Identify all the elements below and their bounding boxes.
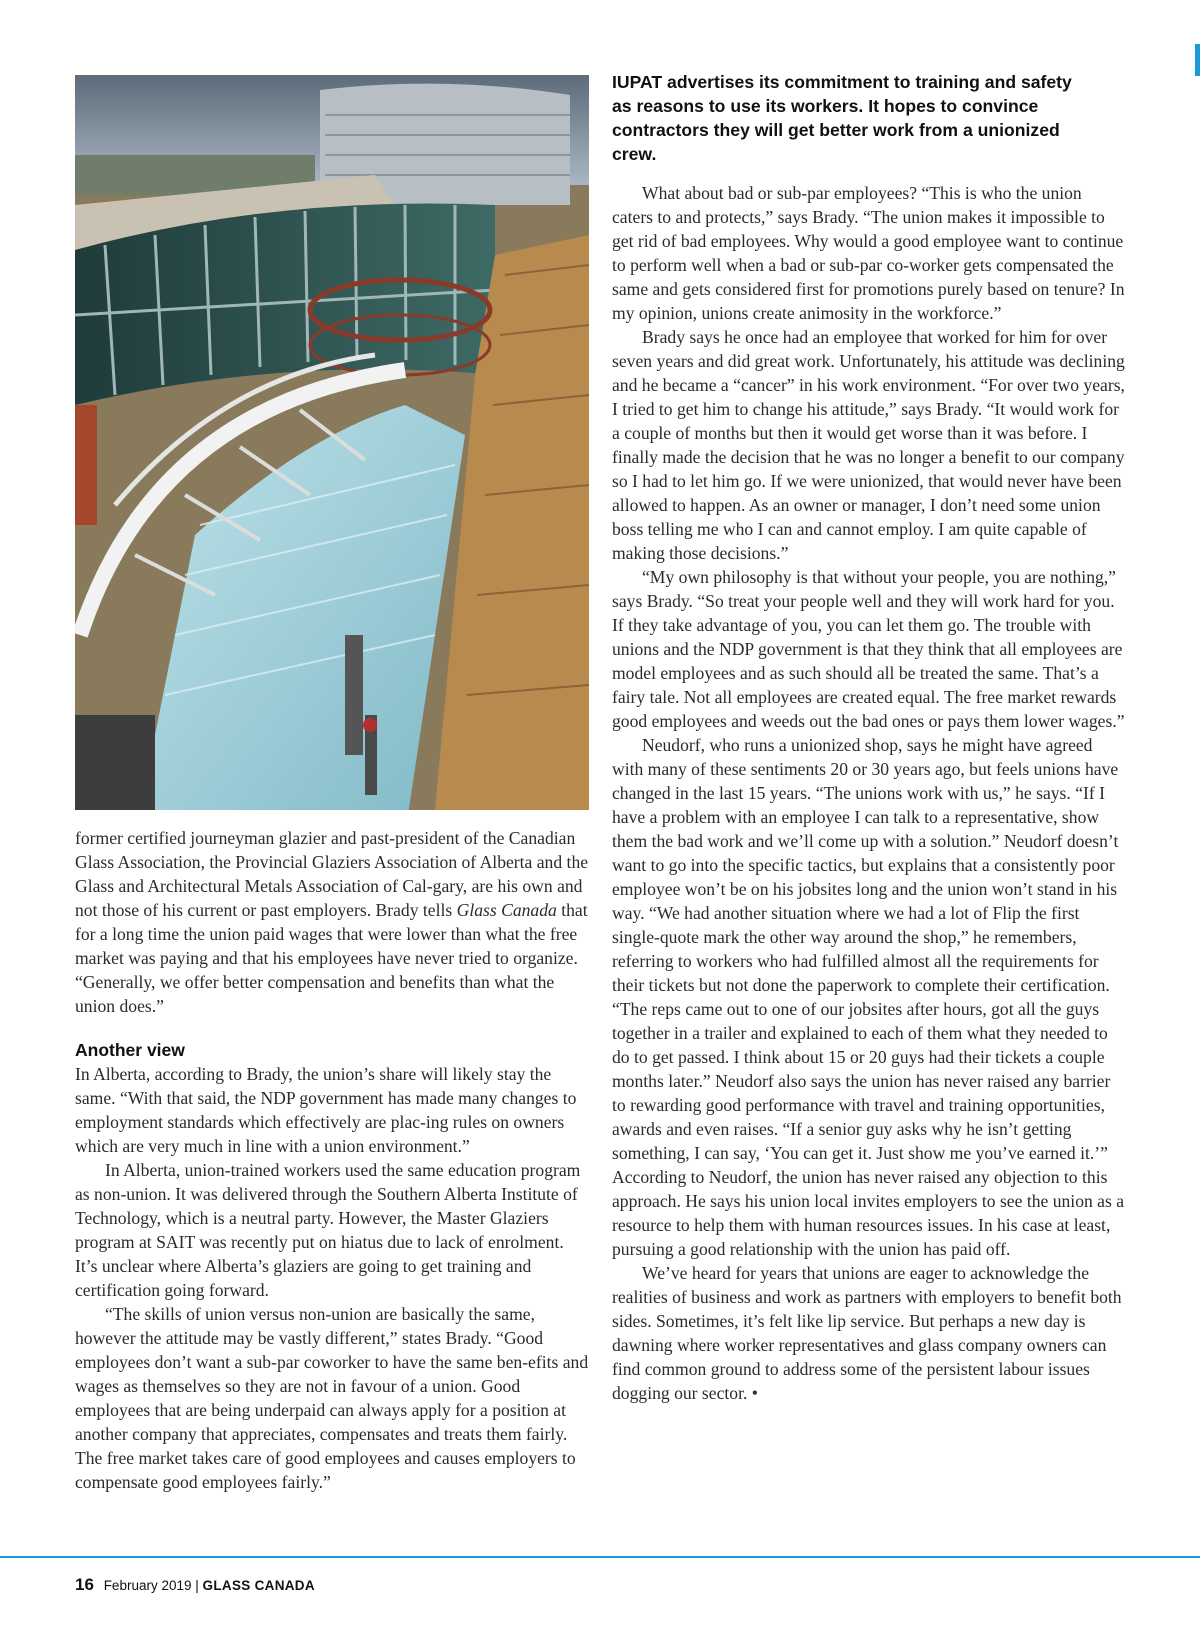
right-paragraph-1: What about bad or sub-par employees? “This is who the union caters to and protects,” says Brady. “The union makes it impossible to get rid of bad employees. Why would a good employee want to continue to perform well when a bad or sub-par co-worker gets compensated the same and gets considered first for promotions purely based on tenure? In my opinion, unions create animosity in the workforce.” — [612, 183, 1125, 323]
edge-tab-marker — [1195, 44, 1200, 76]
page-number: 16 — [75, 1575, 94, 1594]
article-photo — [75, 75, 589, 810]
publication-name: Glass Canada — [456, 900, 557, 920]
issue-date: February 2019 — [103, 1578, 192, 1593]
left-paragraph-1 — [75, 826, 589, 1018]
magazine-name: GLASS CANADA — [202, 1578, 315, 1593]
left-paragraph-1-text-b: that for a long time the union paid wages that were lower than what the free market was paying and that his employees have never tried to organize. “Generally, we offer better compensation and benefits than what the union does.” — [75, 900, 588, 1016]
section-subhead: Another view — [75, 1040, 185, 1060]
left-paragraph-2: In Alberta, according to Brady, the union’s share will likely stay the same. “With that said, the NDP government has made many changes to employment standards which effectively are plac-ing rules on owners which are very much in line with a union environment.” — [75, 1064, 577, 1156]
left-paragraph-4: “The skills of union versus non-union are basically the same, however the attitude may be vastly different,” states Brady. “Good employees don’t want a sub-par coworker to have the same ben-efits and wages as themselves so they are not in favour of a union. Good employees that are being underpaid can always apply for a position at another company that appreciates, compensates and treats them fairly. The free market takes care of good employees and causes employers to compensate good employees fairly.” — [75, 1304, 589, 1492]
right-paragraph-2: Brady says he once had an employee that worked for him for over seven years and did great work. Unfortunately, his attitude was declining and he became a “cancer” in his work environment. “For over two years, I tried to get him to change his attitude,” says Brady. “It would work for a couple of months but then it would get worse than it was before. I finally made the decision that he was no longer a benefit to our company so I had to let him go. If we were unionized, that would never have been allowed to happen. As an owner or manager, I don’t need some union boss telling me who I can and cannot employ. I am quite capable of making those decisions.” — [612, 327, 1125, 563]
right-paragraph-3: “My own philosophy is that without your people, you are nothing,” says Brady. “So treat your people well and they will work hard for you. If they take advantage of you, you can let them go. The trouble with unions and the NDP government is that they think that all employees are model employees and as such should all be treated the same. That’s a fairy tale. Not all employees are created equal. The free market rewards good employees and weeds out the bad ones or pays them lower wages.” — [612, 567, 1125, 731]
left-paragraph-1-text-a: former certified journeyman glazier and past-president of the Canadian Glass Association, the Provincial Glaziers Association of Alberta and the Glass and Architectural Metals Association of Cal-gary, are his own and not those of his current or past employers. Brady tells — [75, 828, 589, 920]
skylight-construction-photo — [75, 75, 589, 810]
right-paragraph-4: Neudorf, who runs a unionized shop, says he might have agreed with many of these sentiments 20 or 30 years ago, but feels unions have changed in the last 15 years. “The unions work with us,” he says. “If I have a problem with an employee I can talk to a representative, show them the bad work and we’ll come up with a solution.” Neudorf doesn’t want to go into the specific tactics, but explains that a consistently poor employee won’t be on his jobsites long and the union won’t stand in his way. “We had another situation where we had a lot of Flip the first single-quote mark the other way around the shop,” he remembers, referring to workers who had fulfilled almost all the requirements for their tickets but not done the paperwork to complete their certification. “The reps came out to one of our jobsites after hours, got all the guys together in a trailer and explained to each of them what they needed to do to get passed. I think about 15 or 20 guys had their tickets a couple months later.” Neudorf also says the union has never raised any barrier to rewarding good performance with travel and training opportunities, awards and even raises. “If a senior guy asks why he isn’t getting something, I can say, ‘You can get it. Just show me you’ve earned it.’” According to Neudorf, the union has never raised any objection to this approach. He says his union local invites employers to see the union as a resource to help them with human resources issues. In his case at least, pursuing a good relationship with the union has paid off. — [612, 735, 1125, 1259]
pull-quote: IUPAT advertises its commitment to training and safety as reasons to use its workers. It hopes to convince contractors they will get better work from a unionized crew. — [612, 72, 1072, 164]
footer-separator: | — [195, 1578, 199, 1593]
right-paragraph-5: We’ve heard for years that unions are eager to acknowledge the realities of business and work as partners with employers to benefit both sides. Sometimes, it’s felt like lip service. But perhaps a new day is dawning where worker representatives and glass company owners can find common ground to address some of the persistent labour issues dogging our sector. • — [612, 1263, 1122, 1403]
left-paragraph-3: In Alberta, union-trained workers used the same education program as non-union. It was delivered through the Southern Alberta Institute of Technology, which is a neutral party. However, the Master Glaziers program at SAIT was recently put on hiatus due to lack of enrolment. It’s unclear where Alberta’s glaziers are going to get training and certification going forward. — [75, 1160, 581, 1300]
right-column — [612, 181, 1127, 1405]
left-column — [75, 826, 589, 1494]
page-footer — [75, 1575, 315, 1595]
footer-rule — [0, 1556, 1200, 1558]
